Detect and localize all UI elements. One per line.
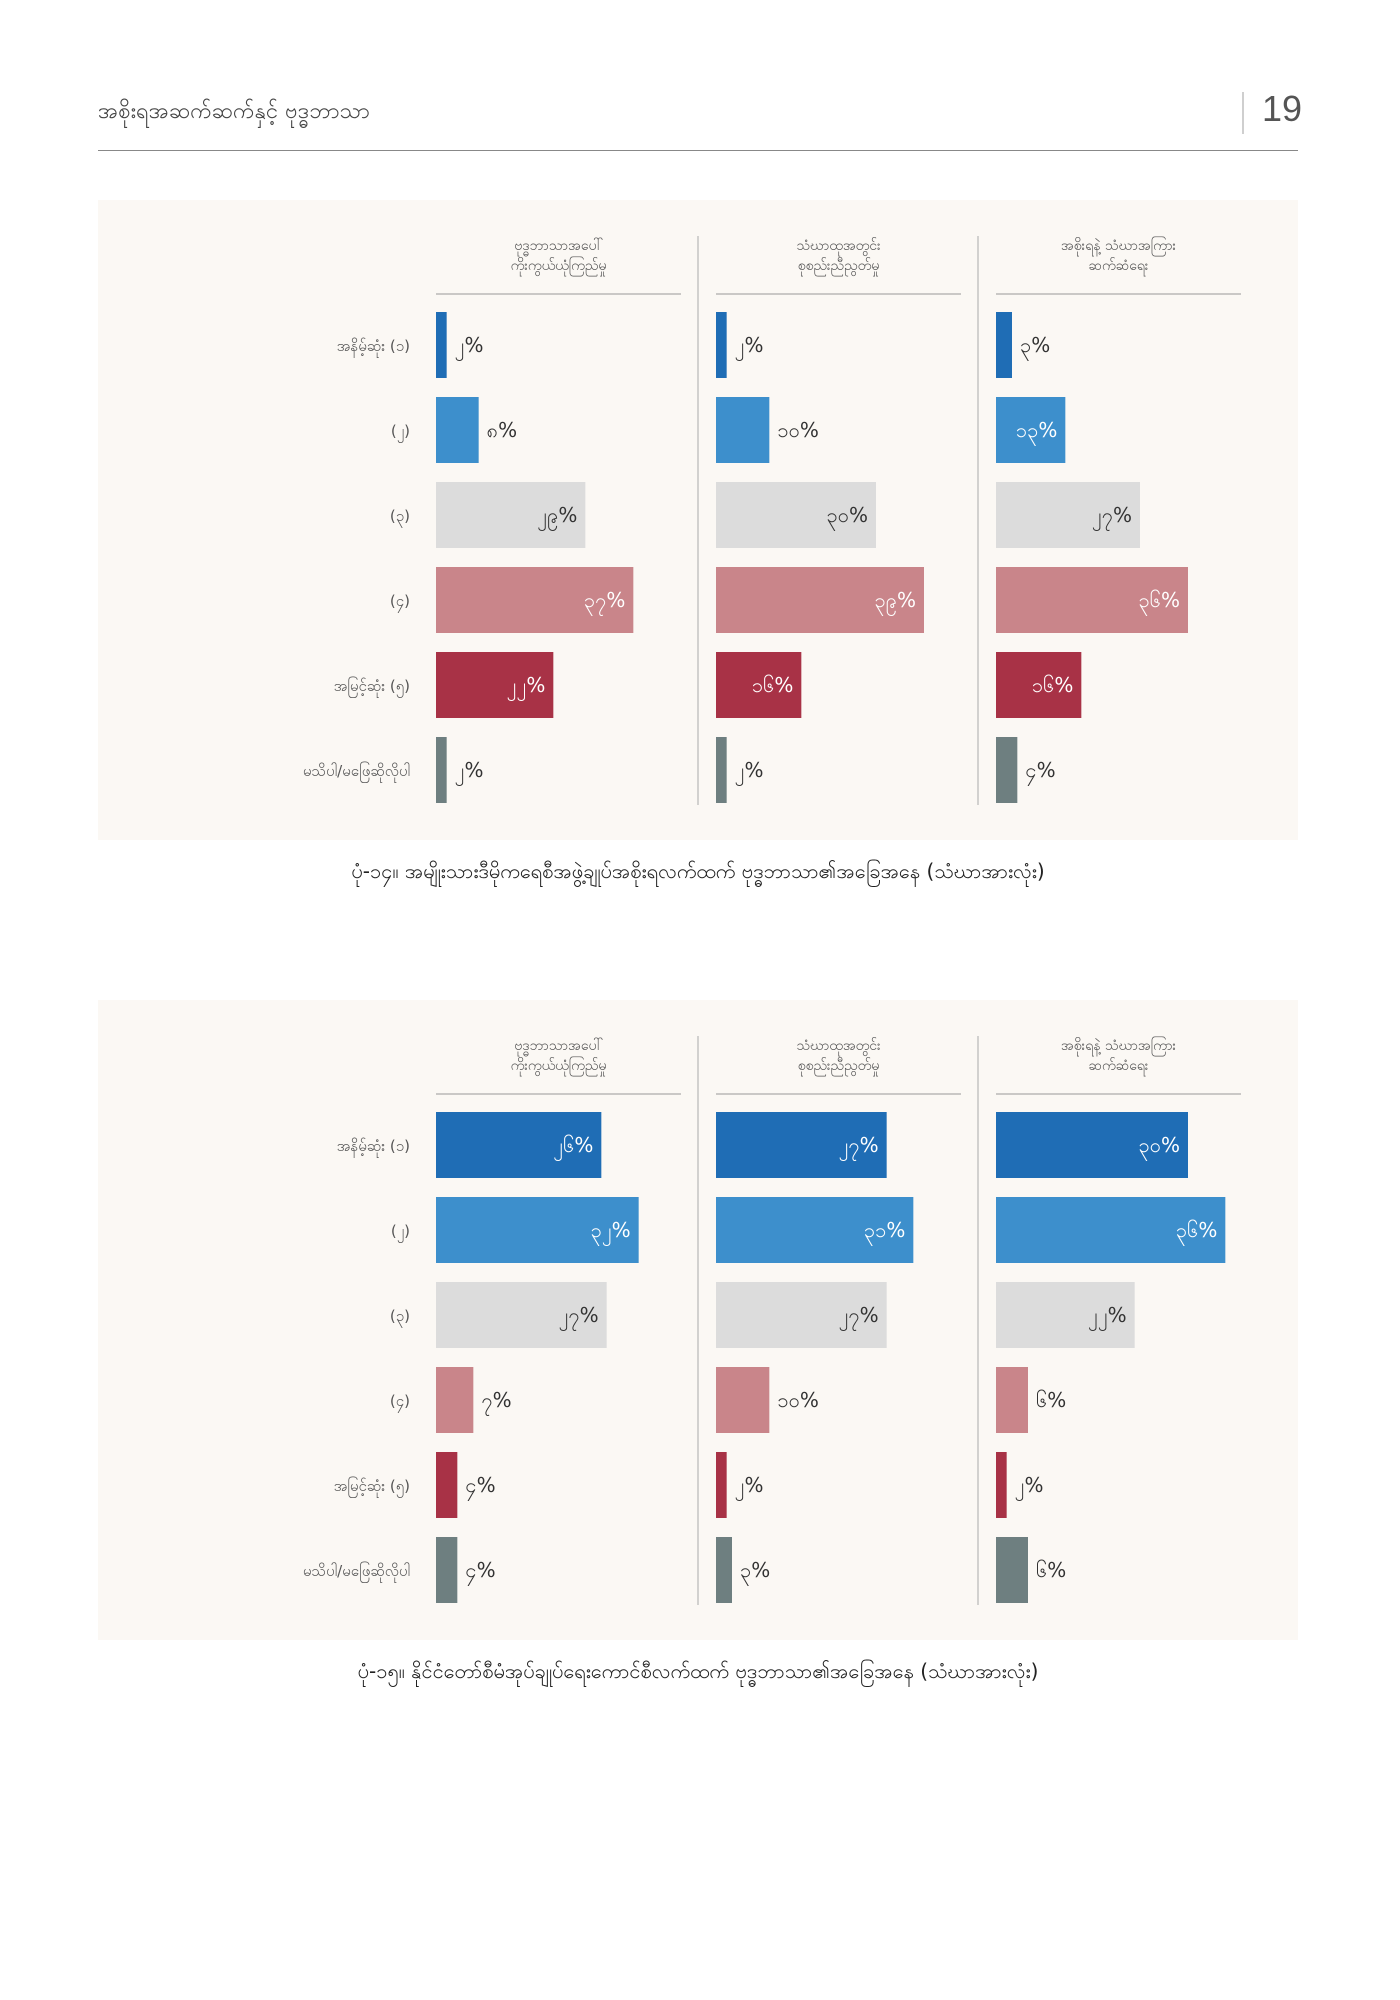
bar: [996, 1537, 1028, 1603]
series-title: ဆက်ဆံရေး: [1088, 258, 1149, 274]
bar: [996, 312, 1012, 378]
series-title: ကိုးကွယ်ယုံကြည်မှု: [510, 258, 607, 274]
series-title: စုစည်းညီညွတ်မှု: [797, 1058, 880, 1074]
series-title: ဗုဒ္ဓဘာသာအပေါ်: [514, 1038, 603, 1054]
bar-value-label: ၄%: [465, 1473, 496, 1497]
bar-value-label: ၁၆%: [751, 673, 794, 697]
chart-panel-fig15: [98, 1000, 1298, 1640]
bar: [996, 1452, 1007, 1518]
series-title: ကိုးကွယ်ယုံကြည်မှု: [510, 1058, 607, 1074]
series-title: ဆက်ဆံရေး: [1088, 1058, 1149, 1074]
category-label: (၃): [389, 1307, 410, 1325]
bar-value-label: ၂%: [734, 758, 764, 782]
bar-value-label: ၂%: [1014, 1473, 1044, 1497]
category-label: အမြင့်ဆုံး (၅): [333, 677, 410, 695]
category-label: အမြင့်ဆုံး (၅): [333, 1477, 410, 1495]
series-title: ဗုဒ္ဓဘာသာအပေါ်: [514, 238, 603, 254]
category-label: (၄): [389, 1392, 410, 1410]
bar: [436, 397, 479, 463]
bar-value-label: ၃%: [1020, 333, 1051, 357]
category-label: (၂): [390, 422, 410, 440]
bar-value-label: ၃၉%: [874, 588, 916, 612]
series-title: အစိုးရနဲ့ သံဃာအကြား: [1060, 1038, 1177, 1054]
bar-value-label: ၃၂%: [590, 1218, 631, 1242]
bar: [716, 1537, 732, 1603]
bar-value-label: ၄%: [1025, 758, 1056, 782]
bar-value-label: ၁၃%: [1015, 418, 1058, 442]
bar-chart-fig15: [98, 1000, 1298, 1640]
category-label: အနိမ့်ဆုံး (၁): [336, 337, 410, 355]
bar-value-label: ၂၇%: [1091, 503, 1132, 527]
bar-value-label: ၆%: [1036, 1558, 1067, 1582]
category-label: မသိပါ/မဖြေဆိုလိုပါ: [302, 762, 410, 780]
bar-value-label: ၁၀%: [777, 1388, 819, 1412]
bar: [436, 1452, 457, 1518]
bar-value-label: ၃၁%: [863, 1218, 906, 1242]
bar-value-label: ၂%: [734, 333, 764, 357]
bar-value-label: ၃၀%: [826, 503, 868, 527]
bar-value-label: ၂၇%: [558, 1303, 599, 1327]
bar-value-label: ၂%: [734, 1473, 764, 1497]
bar: [716, 312, 727, 378]
bar-value-label: ၃၆%: [1175, 1218, 1218, 1242]
bar-value-label: ၁၀%: [777, 418, 819, 442]
page-number: 19: [1262, 88, 1303, 129]
bar: [436, 737, 447, 803]
bar: [436, 1537, 457, 1603]
bar: [436, 312, 447, 378]
running-title: အစိုးရအဆက်ဆက်နှင့် ဗုဒ္ဓဘာသာ: [98, 99, 370, 124]
bar-value-label: ၂၆%: [553, 1133, 594, 1157]
bar-value-label: ၂၂%: [1088, 1303, 1127, 1327]
bar-value-label: ၂၇%: [838, 1303, 879, 1327]
bar-value-label: ၄%: [465, 1558, 496, 1582]
page-number-separator: [1242, 92, 1244, 134]
bar-value-label: ၂၂%: [506, 673, 546, 697]
bar-value-label: ၂%: [454, 333, 484, 357]
bar: [716, 397, 769, 463]
bar-value-label: ၃%: [740, 1558, 771, 1582]
bar-value-label: ၈%: [486, 418, 518, 442]
series-title: အစိုးရနဲ့ သံဃာအကြား: [1060, 238, 1177, 254]
bar: [716, 1367, 769, 1433]
category-label: (၄): [389, 592, 410, 610]
category-label: မသိပါ/မဖြေဆိုလိုပါ: [302, 1562, 410, 1580]
bar-value-label: ၂၇%: [838, 1133, 879, 1157]
category-label: အနိမ့်ဆုံး (၁): [336, 1137, 410, 1155]
figure-caption-fig14: ပုံ-၁၄။ အမျိုးသားဒီမိုကရေစီအဖွဲ့ချုပ်အစိုးရလက်ထက် ဗုဒ္ဓဘာသာ၏အခြေအနေ (သံဃာအားလုံး): [351, 859, 1045, 883]
bar-chart-fig14: [98, 200, 1298, 840]
category-label: (၂): [390, 1222, 410, 1240]
bar-value-label: ၃၆%: [1138, 588, 1180, 612]
bar: [436, 1367, 473, 1433]
bar-value-label: ၃၇%: [583, 588, 626, 612]
bar: [996, 1367, 1028, 1433]
bar: [716, 1452, 727, 1518]
bar-value-label: ၂%: [454, 758, 484, 782]
series-title: သံဃာထုအတွင်း: [796, 238, 881, 254]
bar-value-label: ၂၉%: [537, 503, 578, 527]
category-label: (၃): [389, 507, 410, 525]
series-title: စုစည်းညီညွတ်မှု: [797, 258, 880, 274]
series-title: သံဃာထုအတွင်း: [796, 1038, 881, 1054]
figure-caption-fig15: ပုံ-၁၅။ နိုင်ငံတော်စီမံအုပ်ချုပ်ရေးကောင်စီလက်ထက် ဗုဒ္ဓဘာသာ၏အခြေအနေ (သံဃာအားလုံး): [357, 1659, 1039, 1683]
bar: [716, 737, 727, 803]
bar-value-label: ၃၀%: [1138, 1133, 1180, 1157]
bar-value-label: ၆%: [1036, 1388, 1067, 1412]
header-rule: [98, 150, 1298, 151]
chart-panel-fig14: [98, 200, 1298, 840]
bar-value-label: ၇%: [481, 1388, 512, 1412]
bar: [996, 737, 1017, 803]
bar-value-label: ၁၆%: [1031, 673, 1074, 697]
